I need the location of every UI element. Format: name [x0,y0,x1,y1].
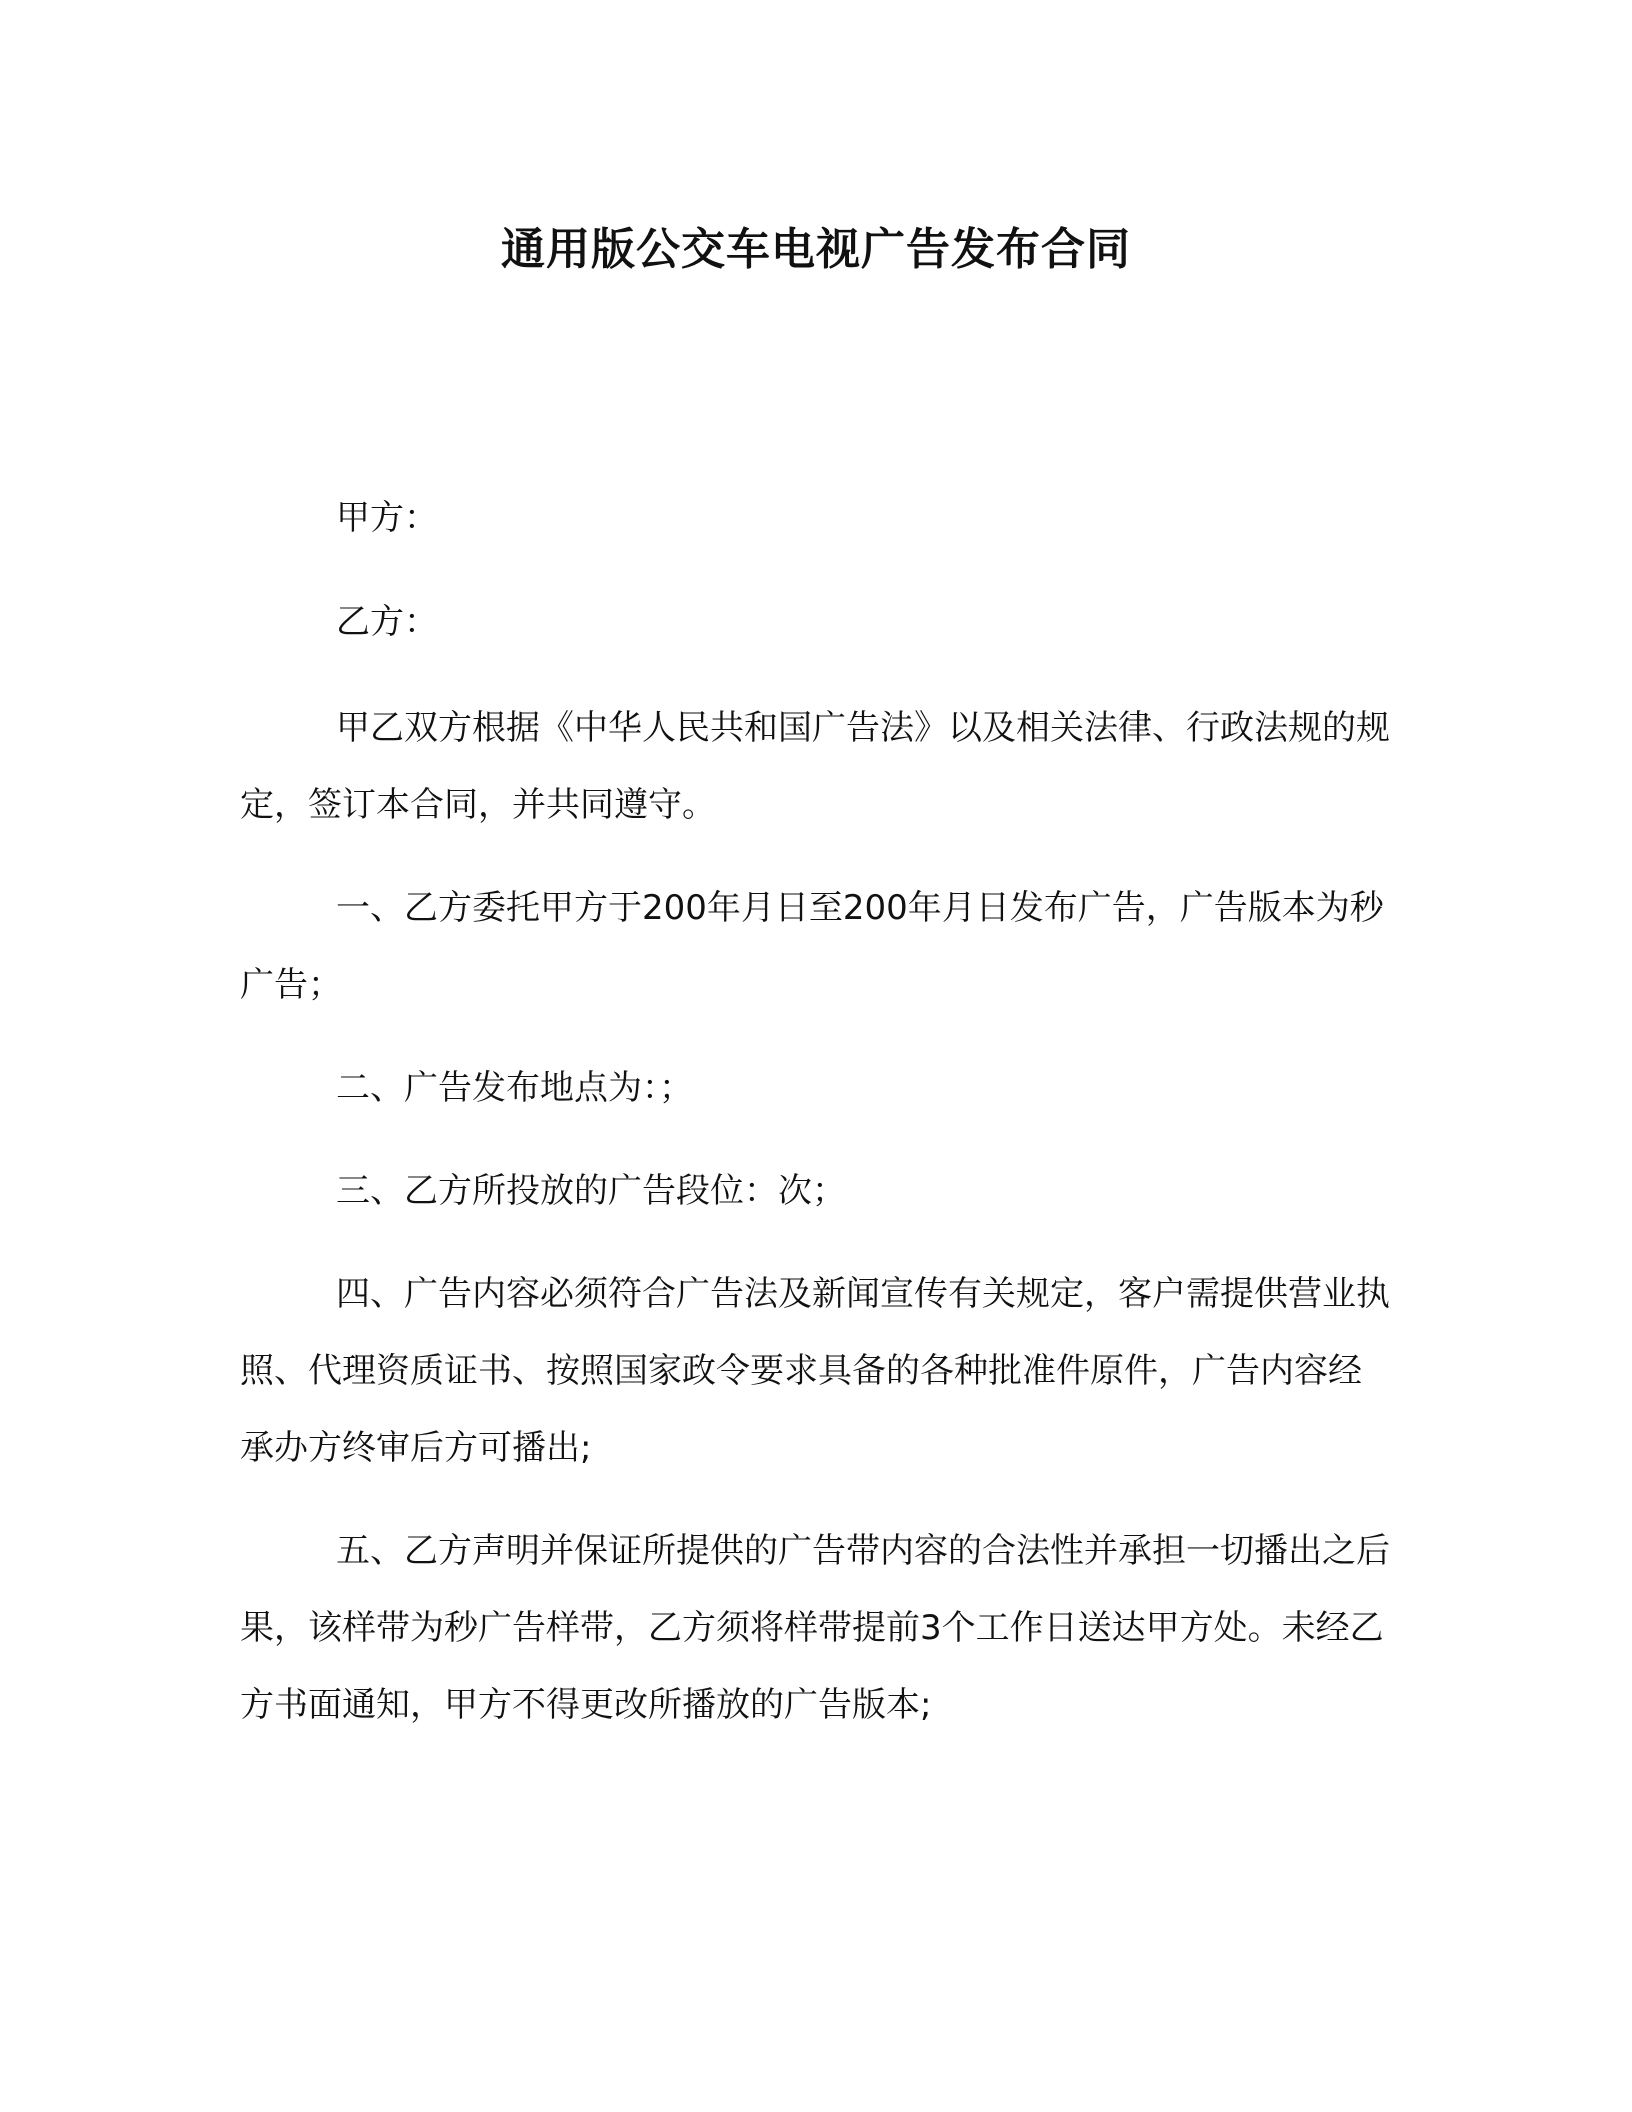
clause-4: 四、广告内容必须符合广告法及新闻宣传有关规定，客户需提供营业执照、代理资质证书、按照国家政令要求具备的各种批准件原件，广告内容经承办方终审后方可播出; [240,1274,1390,1468]
intro-paragraph: 甲乙双方根据《中华人民共和国广告法》以及相关法律、行政法规的规定，签订本合同，并共同遵守。 [240,708,1390,825]
party-a-label: 甲方： [336,498,438,538]
document-title: 通用版公交车电视广告发布合同 [501,224,1131,275]
clause-5: 五、乙方声明并保证所提供的广告带内容的合法性并承担一切播出之后果，该样带为秒广告样带，乙方须将样带提前3个工作日送达甲方处。未经乙方书面通知，甲方不得更改所播放的广告版本; [240,1531,1390,1725]
party-b-label: 乙方： [336,602,438,642]
clause-2: 二、广告发布地点为：； [336,1068,693,1108]
clause-1: 一、乙方委托甲方于200年月日至200年月日发布广告，广告版本为秒广告； [240,888,1384,1005]
clause-3: 三、乙方所投放的广告段位：次； [336,1171,846,1211]
